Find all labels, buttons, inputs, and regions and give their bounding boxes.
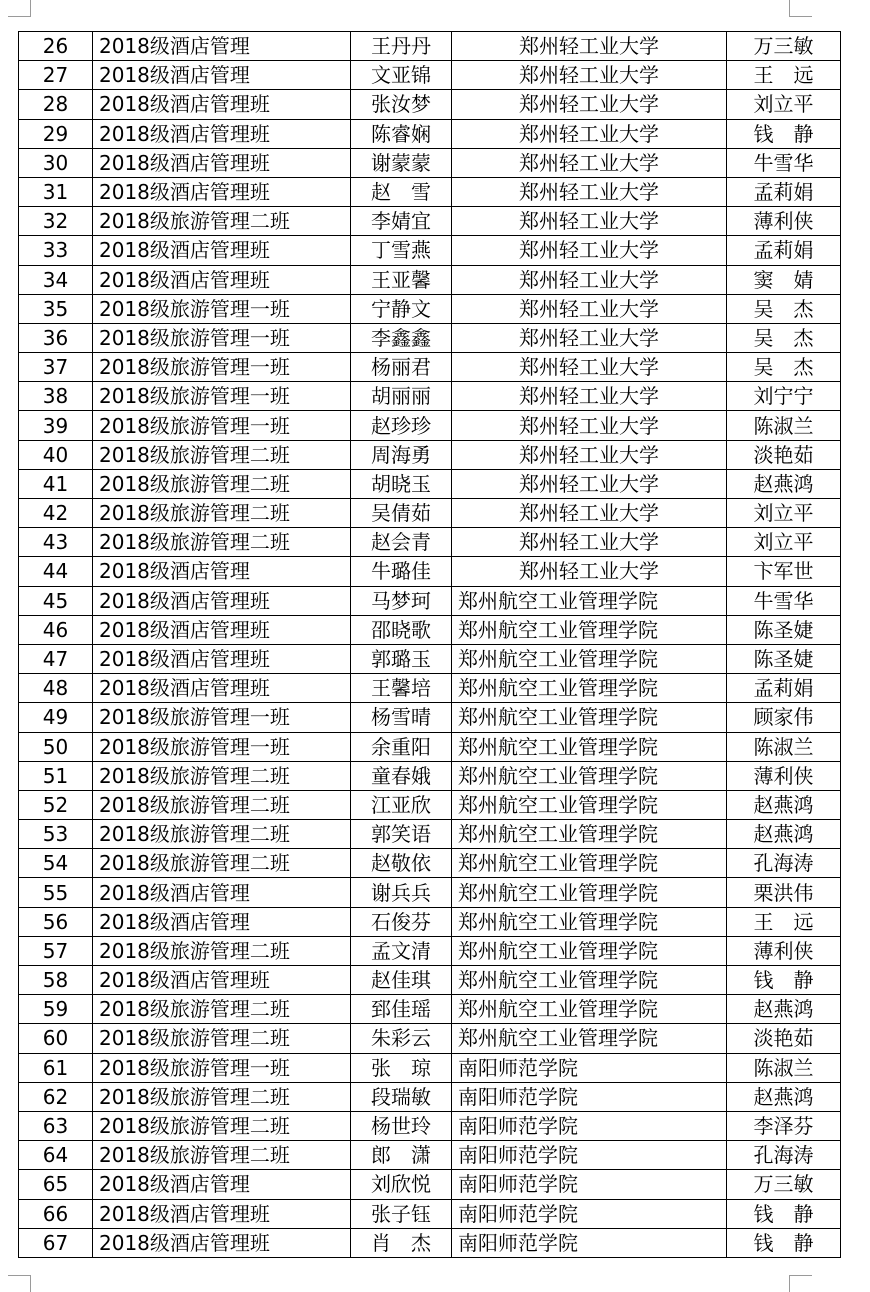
class-cell: 2018级旅游管理二班 (93, 528, 351, 557)
student-name-cell: 王亚馨 (351, 265, 452, 294)
row-number-cell: 41 (19, 469, 93, 498)
row-number-cell: 56 (19, 907, 93, 936)
row-number-cell: 31 (19, 177, 93, 206)
university-cell: 郑州轻工业大学 (452, 323, 727, 352)
university-cell: 郑州轻工业大学 (452, 32, 727, 61)
teacher-cell: 吴 杰 (727, 323, 841, 352)
class-cell: 2018级旅游管理二班 (93, 207, 351, 236)
student-name-cell: 赵珍珍 (351, 411, 452, 440)
table-row (19, 703, 841, 732)
row-number-cell: 39 (19, 411, 93, 440)
class-cell: 2018级旅游管理二班 (93, 499, 351, 528)
row-number-cell: 57 (19, 936, 93, 965)
row-number-cell: 46 (19, 615, 93, 644)
class-cell: 2018级酒店管理班 (93, 119, 351, 148)
teacher-cell: 刘立平 (727, 90, 841, 119)
class-cell: 2018级酒店管理班 (93, 966, 351, 995)
university-cell: 郑州航空工业管理学院 (452, 995, 727, 1024)
table-row (19, 1170, 841, 1199)
row-number-cell: 37 (19, 353, 93, 382)
row-number-cell: 49 (19, 703, 93, 732)
student-name-cell: 李婧宜 (351, 207, 452, 236)
class-cell: 2018级酒店管理 (93, 61, 351, 90)
university-cell: 南阳师范学院 (452, 1199, 727, 1228)
class-cell: 2018级旅游管理一班 (93, 382, 351, 411)
student-name-cell: 胡丽丽 (351, 382, 452, 411)
teacher-cell: 薄利侠 (727, 936, 841, 965)
university-cell: 郑州航空工业管理学院 (452, 820, 727, 849)
teacher-cell: 刘宁宁 (727, 382, 841, 411)
teacher-cell: 赵燕鸿 (727, 820, 841, 849)
teacher-cell: 陈圣婕 (727, 644, 841, 673)
table-row (19, 236, 841, 265)
student-name-cell: 郭璐玉 (351, 644, 452, 673)
student-name-cell: 陈睿娴 (351, 119, 452, 148)
row-number-cell: 47 (19, 644, 93, 673)
student-name-cell: 赵 雪 (351, 177, 452, 206)
teacher-cell: 孔海涛 (727, 1141, 841, 1170)
teacher-cell: 钱 静 (727, 119, 841, 148)
table-row (19, 1111, 841, 1140)
student-name-cell: 文亚锦 (351, 61, 452, 90)
teacher-cell: 王 远 (727, 61, 841, 90)
class-cell: 2018级旅游管理一班 (93, 294, 351, 323)
row-number-cell: 30 (19, 148, 93, 177)
page-corner-mark-bottom-left (8, 1275, 31, 1292)
table-row (19, 1199, 841, 1228)
page-corner-mark-bottom-right (789, 1275, 812, 1292)
student-roster-table (18, 31, 841, 1258)
row-number-cell: 54 (19, 849, 93, 878)
row-number-cell: 40 (19, 440, 93, 469)
row-number-cell: 35 (19, 294, 93, 323)
table-row (19, 732, 841, 761)
table-row (19, 790, 841, 819)
row-number-cell: 27 (19, 61, 93, 90)
table-row (19, 440, 841, 469)
class-cell: 2018级酒店管理班 (93, 148, 351, 177)
student-name-cell: 肖 杰 (351, 1228, 452, 1257)
student-name-cell: 宁静文 (351, 294, 452, 323)
class-cell: 2018级酒店管理班 (93, 1228, 351, 1257)
class-cell: 2018级酒店管理班 (93, 90, 351, 119)
student-name-cell: 孟文清 (351, 936, 452, 965)
teacher-cell: 赵燕鸿 (727, 1082, 841, 1111)
table-row (19, 323, 841, 352)
table-row (19, 294, 841, 323)
teacher-cell: 赵燕鸿 (727, 995, 841, 1024)
university-cell: 郑州航空工业管理学院 (452, 907, 727, 936)
class-cell: 2018级酒店管理班 (93, 674, 351, 703)
teacher-cell: 孔海涛 (727, 849, 841, 878)
row-number-cell: 44 (19, 557, 93, 586)
student-name-cell: 邵晓歌 (351, 615, 452, 644)
table-row (19, 1228, 841, 1257)
row-number-cell: 51 (19, 761, 93, 790)
table-row (19, 557, 841, 586)
university-cell: 郑州轻工业大学 (452, 294, 727, 323)
class-cell: 2018级酒店管理 (93, 32, 351, 61)
university-cell: 郑州航空工业管理学院 (452, 936, 727, 965)
student-name-cell: 胡晓玉 (351, 469, 452, 498)
row-number-cell: 34 (19, 265, 93, 294)
page-corner-mark-top-right (789, 0, 812, 17)
university-cell: 郑州轻工业大学 (452, 499, 727, 528)
university-cell: 郑州航空工业管理学院 (452, 644, 727, 673)
row-number-cell: 59 (19, 995, 93, 1024)
table-row (19, 177, 841, 206)
university-cell: 郑州轻工业大学 (452, 119, 727, 148)
student-name-cell: 段瑞敏 (351, 1082, 452, 1111)
student-name-cell: 杨雪晴 (351, 703, 452, 732)
teacher-cell: 卞军世 (727, 557, 841, 586)
row-number-cell: 38 (19, 382, 93, 411)
teacher-cell: 牛雪华 (727, 148, 841, 177)
class-cell: 2018级旅游管理二班 (93, 1141, 351, 1170)
university-cell: 郑州航空工业管理学院 (452, 674, 727, 703)
class-cell: 2018级旅游管理二班 (93, 936, 351, 965)
teacher-cell: 顾家伟 (727, 703, 841, 732)
class-cell: 2018级酒店管理 (93, 878, 351, 907)
table-row (19, 1053, 841, 1082)
university-cell: 南阳师范学院 (452, 1111, 727, 1140)
table-row (19, 90, 841, 119)
teacher-cell: 吴 杰 (727, 294, 841, 323)
class-cell: 2018级旅游管理一班 (93, 703, 351, 732)
university-cell: 郑州航空工业管理学院 (452, 615, 727, 644)
university-cell: 郑州轻工业大学 (452, 207, 727, 236)
table-row (19, 148, 841, 177)
class-cell: 2018级酒店管理班 (93, 586, 351, 615)
student-name-cell: 王丹丹 (351, 32, 452, 61)
row-number-cell: 33 (19, 236, 93, 265)
row-number-cell: 26 (19, 32, 93, 61)
row-number-cell: 29 (19, 119, 93, 148)
row-number-cell: 63 (19, 1111, 93, 1140)
row-number-cell: 62 (19, 1082, 93, 1111)
class-cell: 2018级酒店管理班 (93, 1199, 351, 1228)
class-cell: 2018级酒店管理班 (93, 265, 351, 294)
university-cell: 郑州航空工业管理学院 (452, 703, 727, 732)
table-row (19, 907, 841, 936)
table-row (19, 1024, 841, 1053)
teacher-cell: 刘立平 (727, 499, 841, 528)
table-row (19, 995, 841, 1024)
table-row (19, 1141, 841, 1170)
class-cell: 2018级旅游管理二班 (93, 1111, 351, 1140)
student-name-cell: 童春娥 (351, 761, 452, 790)
row-number-cell: 61 (19, 1053, 93, 1082)
class-cell: 2018级旅游管理二班 (93, 820, 351, 849)
teacher-cell: 淡艳茹 (727, 440, 841, 469)
class-cell: 2018级旅游管理二班 (93, 761, 351, 790)
university-cell: 郑州轻工业大学 (452, 177, 727, 206)
university-cell: 南阳师范学院 (452, 1053, 727, 1082)
table-row (19, 265, 841, 294)
table-row (19, 32, 841, 61)
teacher-cell: 孟莉娟 (727, 674, 841, 703)
class-cell: 2018级旅游管理二班 (93, 995, 351, 1024)
table-row (19, 820, 841, 849)
student-name-cell: 杨世玲 (351, 1111, 452, 1140)
class-cell: 2018级旅游管理二班 (93, 1082, 351, 1111)
university-cell: 郑州轻工业大学 (452, 469, 727, 498)
student-name-cell: 余重阳 (351, 732, 452, 761)
student-name-cell: 李鑫鑫 (351, 323, 452, 352)
teacher-cell: 薄利侠 (727, 761, 841, 790)
table-row (19, 353, 841, 382)
table-row (19, 878, 841, 907)
row-number-cell: 67 (19, 1228, 93, 1257)
university-cell: 郑州航空工业管理学院 (452, 878, 727, 907)
row-number-cell: 53 (19, 820, 93, 849)
teacher-cell: 淡艳茹 (727, 1024, 841, 1053)
teacher-cell: 李泽芬 (727, 1111, 841, 1140)
row-number-cell: 32 (19, 207, 93, 236)
row-number-cell: 36 (19, 323, 93, 352)
student-name-cell: 杨丽君 (351, 353, 452, 382)
table-row (19, 207, 841, 236)
university-cell: 郑州轻工业大学 (452, 411, 727, 440)
university-cell: 郑州轻工业大学 (452, 353, 727, 382)
student-name-cell: 赵佳琪 (351, 966, 452, 995)
table-row (19, 469, 841, 498)
class-cell: 2018级酒店管理班 (93, 615, 351, 644)
table-row (19, 849, 841, 878)
student-name-cell: 刘欣悦 (351, 1170, 452, 1199)
student-name-cell: 朱彩云 (351, 1024, 452, 1053)
teacher-cell: 孟莉娟 (727, 177, 841, 206)
class-cell: 2018级酒店管理 (93, 557, 351, 586)
student-name-cell: 张汝梦 (351, 90, 452, 119)
class-cell: 2018级旅游管理二班 (93, 849, 351, 878)
row-number-cell: 48 (19, 674, 93, 703)
university-cell: 郑州轻工业大学 (452, 236, 727, 265)
table-row (19, 499, 841, 528)
roster-table-body (19, 32, 841, 1258)
university-cell: 郑州轻工业大学 (452, 557, 727, 586)
university-cell: 郑州轻工业大学 (452, 265, 727, 294)
class-cell: 2018级酒店管理班 (93, 644, 351, 673)
student-name-cell: 吴倩茹 (351, 499, 452, 528)
row-number-cell: 42 (19, 499, 93, 528)
student-name-cell: 马梦珂 (351, 586, 452, 615)
university-cell: 郑州航空工业管理学院 (452, 761, 727, 790)
class-cell: 2018级旅游管理一班 (93, 1053, 351, 1082)
table-row (19, 61, 841, 90)
table-row (19, 966, 841, 995)
teacher-cell: 窦 婧 (727, 265, 841, 294)
table-row (19, 936, 841, 965)
student-name-cell: 王馨培 (351, 674, 452, 703)
table-row (19, 586, 841, 615)
class-cell: 2018级旅游管理二班 (93, 790, 351, 819)
student-name-cell: 谢蒙蒙 (351, 148, 452, 177)
row-number-cell: 55 (19, 878, 93, 907)
teacher-cell: 万三敏 (727, 32, 841, 61)
university-cell: 郑州航空工业管理学院 (452, 790, 727, 819)
table-row (19, 674, 841, 703)
class-cell: 2018级酒店管理班 (93, 177, 351, 206)
row-number-cell: 50 (19, 732, 93, 761)
student-name-cell: 张 琼 (351, 1053, 452, 1082)
university-cell: 南阳师范学院 (452, 1228, 727, 1257)
teacher-cell: 万三敏 (727, 1170, 841, 1199)
university-cell: 郑州轻工业大学 (452, 528, 727, 557)
student-name-cell: 赵会青 (351, 528, 452, 557)
student-name-cell: 谢兵兵 (351, 878, 452, 907)
university-cell: 南阳师范学院 (452, 1170, 727, 1199)
student-name-cell: 张子钰 (351, 1199, 452, 1228)
student-name-cell: 周海勇 (351, 440, 452, 469)
teacher-cell: 陈淑兰 (727, 411, 841, 440)
university-cell: 郑州轻工业大学 (452, 61, 727, 90)
teacher-cell: 王 远 (727, 907, 841, 936)
row-number-cell: 60 (19, 1024, 93, 1053)
table-row (19, 382, 841, 411)
teacher-cell: 陈淑兰 (727, 732, 841, 761)
table-row (19, 615, 841, 644)
university-cell: 南阳师范学院 (452, 1082, 727, 1111)
university-cell: 郑州航空工业管理学院 (452, 732, 727, 761)
class-cell: 2018级旅游管理二班 (93, 440, 351, 469)
teacher-cell: 钱 静 (727, 1228, 841, 1257)
row-number-cell: 43 (19, 528, 93, 557)
university-cell: 郑州航空工业管理学院 (452, 849, 727, 878)
class-cell: 2018级旅游管理一班 (93, 732, 351, 761)
class-cell: 2018级旅游管理一班 (93, 411, 351, 440)
class-cell: 2018级酒店管理 (93, 1170, 351, 1199)
university-cell: 郑州航空工业管理学院 (452, 966, 727, 995)
row-number-cell: 52 (19, 790, 93, 819)
class-cell: 2018级旅游管理一班 (93, 353, 351, 382)
university-cell: 郑州轻工业大学 (452, 148, 727, 177)
table-row (19, 761, 841, 790)
student-name-cell: 赵敬依 (351, 849, 452, 878)
student-name-cell: 丁雪燕 (351, 236, 452, 265)
teacher-cell: 钱 静 (727, 966, 841, 995)
class-cell: 2018级旅游管理二班 (93, 469, 351, 498)
class-cell: 2018级酒店管理班 (93, 236, 351, 265)
student-name-cell: 江亚欣 (351, 790, 452, 819)
row-number-cell: 64 (19, 1141, 93, 1170)
student-name-cell: 牛璐佳 (351, 557, 452, 586)
teacher-cell: 牛雪华 (727, 586, 841, 615)
student-name-cell: 郭笑语 (351, 820, 452, 849)
university-cell: 郑州航空工业管理学院 (452, 586, 727, 615)
table-row (19, 528, 841, 557)
teacher-cell: 刘立平 (727, 528, 841, 557)
row-number-cell: 66 (19, 1199, 93, 1228)
university-cell: 郑州轻工业大学 (452, 382, 727, 411)
class-cell: 2018级旅游管理一班 (93, 323, 351, 352)
university-cell: 郑州航空工业管理学院 (452, 1024, 727, 1053)
teacher-cell: 钱 静 (727, 1199, 841, 1228)
page-corner-mark-top-left (8, 0, 31, 17)
student-name-cell: 郅佳瑶 (351, 995, 452, 1024)
teacher-cell: 栗洪伟 (727, 878, 841, 907)
university-cell: 郑州轻工业大学 (452, 90, 727, 119)
teacher-cell: 赵燕鸿 (727, 790, 841, 819)
teacher-cell: 赵燕鸿 (727, 469, 841, 498)
table-row (19, 1082, 841, 1111)
teacher-cell: 孟莉娟 (727, 236, 841, 265)
teacher-cell: 陈淑兰 (727, 1053, 841, 1082)
university-cell: 南阳师范学院 (452, 1141, 727, 1170)
teacher-cell: 薄利侠 (727, 207, 841, 236)
table-row (19, 119, 841, 148)
row-number-cell: 28 (19, 90, 93, 119)
student-name-cell: 郎 潇 (351, 1141, 452, 1170)
university-cell: 郑州轻工业大学 (452, 440, 727, 469)
teacher-cell: 陈圣婕 (727, 615, 841, 644)
teacher-cell: 吴 杰 (727, 353, 841, 382)
class-cell: 2018级酒店管理 (93, 907, 351, 936)
row-number-cell: 65 (19, 1170, 93, 1199)
table-row (19, 644, 841, 673)
student-name-cell: 石俊芬 (351, 907, 452, 936)
row-number-cell: 58 (19, 966, 93, 995)
class-cell: 2018级旅游管理二班 (93, 1024, 351, 1053)
table-row (19, 411, 841, 440)
row-number-cell: 45 (19, 586, 93, 615)
